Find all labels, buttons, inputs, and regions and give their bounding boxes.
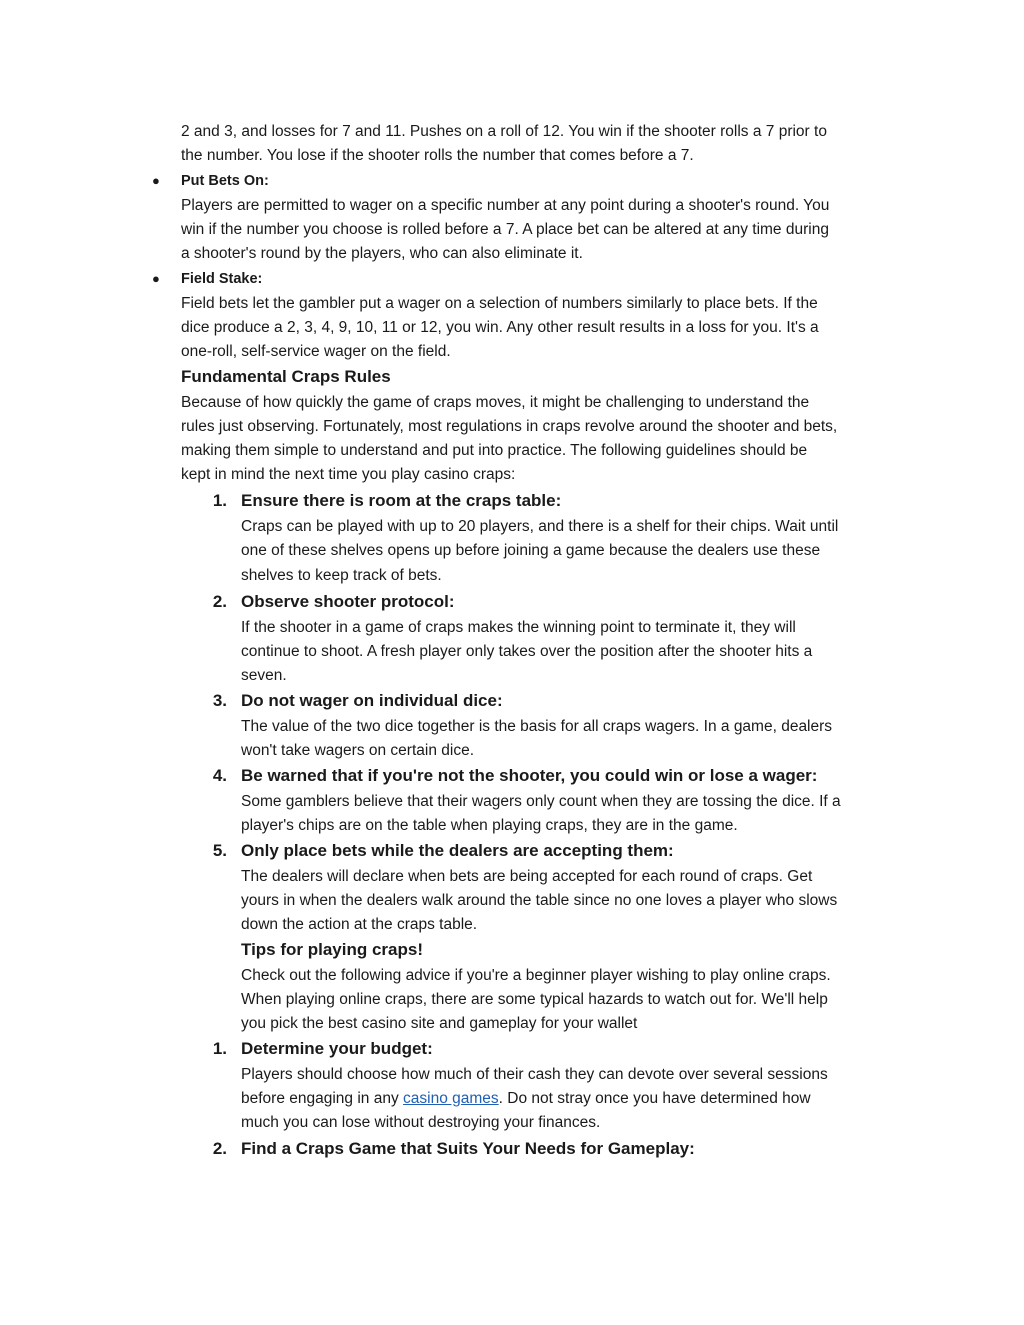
bullet-icon: ●: [152, 271, 160, 286]
bullet-text: one-roll, self-service wager on the field.: [181, 343, 451, 360]
rule-text: continue to shoot. A fresh player only takes over the position after the shooter hits a: [241, 643, 813, 660]
bullet-title-field-stake: Field Stake:: [181, 271, 263, 287]
bullet-icon: ●: [152, 173, 160, 188]
rule-text: won't take wagers on certain dice.: [241, 742, 474, 759]
tip-title: Find a Craps Game that Suits Your Needs for Gameplay:: [241, 1139, 695, 1158]
rule-text: If the shooter in a game of craps makes the winning point to terminate it, they will: [241, 619, 796, 636]
rule-title: Do not wager on individual dice:: [241, 691, 503, 710]
rules-intro-line: rules just observing. Fortunately, most regulations in craps revolve around the shooter and bets,: [181, 418, 838, 435]
rule-text: Some gamblers believe that their wagers only count when they are tossing the dice. If a: [241, 793, 841, 810]
rules-intro-line: Because of how quickly the game of craps moves, it might be challenging to understand the: [181, 394, 810, 411]
list-number: 2.: [212, 1139, 227, 1158]
rule-text: down the action at the craps table.: [241, 916, 478, 933]
section-heading-rules: Fundamental Craps Rules: [181, 367, 391, 386]
tip-text-with-link: [241, 1087, 811, 1111]
rule-text: yours in when the dealers walk around the table since no one loves a player who slows: [241, 892, 838, 909]
tips-intro-line: you pick the best casino site and gameplay for your wallet: [241, 1015, 638, 1032]
bullet-text: Field bets let the gambler put a wager on a selection of numbers similarly to place bets. If the: [181, 295, 818, 312]
rule-text: shelves to keep track of bets.: [241, 567, 442, 584]
rule-title: Ensure there is room at the craps table:: [241, 491, 562, 510]
bullet-text: Players are permitted to wager on a specific number at any point during a shooter's round. You: [181, 197, 830, 214]
rule-text: Craps can be played with up to 20 players, and there is a shelf for their chips. Wait until: [241, 518, 839, 535]
intro-line-1: 2 and 3, and losses for 7 and 11. Pushes on a roll of 12. You win if the shooter rolls a 7 prior to: [181, 123, 827, 140]
tip-text-after-link: . Do not stray once you have determined how: [498, 1090, 811, 1107]
list-number: 4.: [212, 766, 227, 785]
bullet-text: dice produce a 2, 3, 4, 9, 10, 11 or 12, you win. Any other result results in a loss for you. It's a: [181, 319, 819, 336]
tip-text-before-link: before engaging in any: [241, 1090, 404, 1107]
tip-text: much you can lose without destroying your finances.: [241, 1114, 601, 1131]
rule-text: seven.: [241, 667, 287, 684]
list-number: 1.: [212, 491, 227, 510]
rules-intro-line: kept in mind the next time you play casino craps:: [181, 466, 516, 483]
rule-title: Observe shooter protocol:: [241, 592, 455, 611]
rule-text: The value of the two dice together is the basis for all craps wagers. In a game, dealers: [241, 718, 833, 735]
tips-intro-line: When playing online craps, there are some typical hazards to watch out for. We'll help: [241, 991, 828, 1008]
intro-line-2: the number. You lose if the shooter rolls the number that comes before a 7.: [181, 147, 694, 164]
rule-text: The dealers will declare when bets are being accepted for each round of craps. Get: [241, 868, 813, 885]
bullet-title-put-bets: Put Bets On:: [181, 173, 269, 189]
bullet-text: win if the number you choose is rolled before a 7. A place bet can be altered at any time during: [181, 221, 829, 238]
list-number: 5.: [212, 841, 227, 860]
tip-text: Players should choose how much of their cash they can devote over several sessions: [241, 1066, 828, 1083]
tip-title: Determine your budget:: [241, 1039, 433, 1058]
rule-title: Be warned that if you're not the shooter, you could win or lose a wager:: [241, 766, 818, 785]
list-number: 1.: [212, 1039, 227, 1058]
rule-text: one of these shelves opens up before joining a game because the dealers use these: [241, 542, 821, 559]
rule-title: Only place bets while the dealers are accepting them:: [241, 841, 674, 860]
section-heading-tips: Tips for playing craps!: [241, 940, 424, 959]
casino-games-link[interactable]: casino games: [403, 1090, 499, 1107]
rules-intro-line: making them simple to understand and put into practice. The following guidelines should be: [181, 442, 808, 459]
bullet-text: a shooter's round by the players, who can also eliminate it.: [181, 245, 583, 262]
list-number: 2.: [212, 592, 227, 611]
list-number: 3.: [212, 691, 227, 710]
rule-text: player's chips are on the table when playing craps, they are in the game.: [241, 817, 738, 834]
tips-intro-line: Check out the following advice if you're a beginner player wishing to play online craps.: [241, 967, 831, 984]
